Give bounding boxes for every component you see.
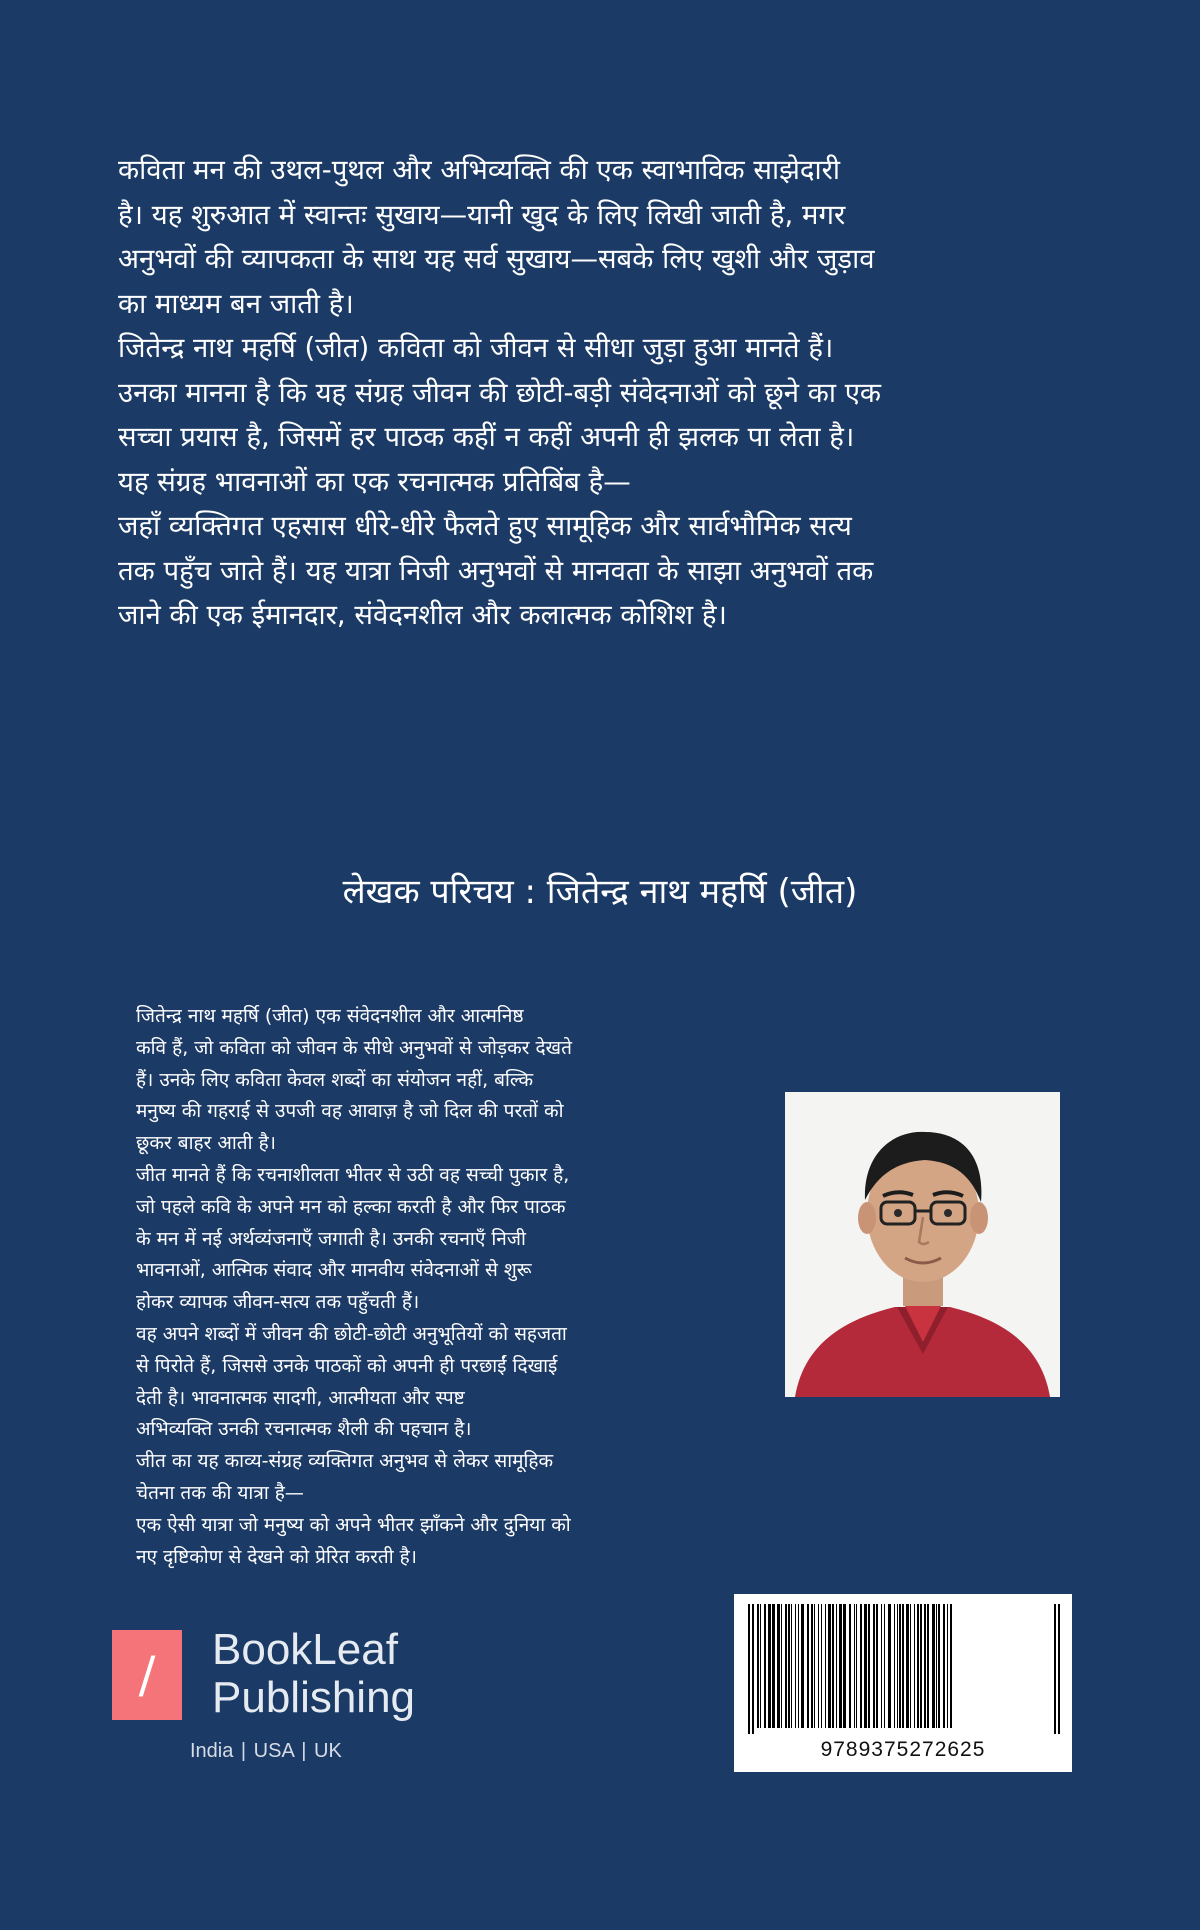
- barcode-bar: [828, 1604, 831, 1728]
- bio-line: जीत का यह काव्य-संग्रह व्यक्तिगत अनुभव से लेकर सामूहिक: [136, 1450, 554, 1473]
- barcode-bar: [814, 1604, 815, 1728]
- bio-line: वह अपने शब्दों में जीवन की छोटी-छोटी अनुभूतियों को सहजता: [136, 1322, 567, 1345]
- blurb-line: सच्चा प्रयास है, जिसमें हर पाठक कहीं न कहीं अपनी ही झलक पा लेता है।: [118, 421, 855, 453]
- barcode-bar: [881, 1604, 882, 1728]
- blurb-line: जाने की एक ईमानदार, संवेदनशील और कलात्मक कोशिश है।: [118, 599, 727, 631]
- back-cover-blurb: [118, 148, 1118, 638]
- author-bio: [136, 1001, 696, 1573]
- barcode-bar: [943, 1604, 945, 1728]
- publisher-name-line2: Publishing: [212, 1673, 416, 1722]
- barcode-bars: [734, 1594, 1072, 1734]
- barcode-bar: [818, 1604, 819, 1728]
- bio-line: होकर व्यापक जीवन-सत्य तक पहुँचती हैं।: [136, 1291, 420, 1314]
- barcode-bar: [839, 1604, 842, 1728]
- author-portrait-illustration: [785, 1092, 1060, 1397]
- author-intro-heading: लेखक परिचय : जितेन्द्र नाथ महर्षि (जीत): [342, 872, 858, 912]
- author-photo: [785, 1092, 1060, 1397]
- barcode-bar: [843, 1604, 846, 1728]
- barcode-bar: [894, 1604, 895, 1728]
- bio-line: कवि हैं, जो कविता को जीवन के सीधे अनुभवों से जोड़कर देखते: [136, 1036, 572, 1059]
- barcode-bar: [876, 1604, 878, 1728]
- barcode-bar: [791, 1604, 792, 1728]
- barcode-bar: [860, 1604, 862, 1728]
- barcode-bar: [1054, 1604, 1056, 1734]
- barcode-bar: [807, 1604, 809, 1728]
- blurb-line: जहाँ व्यक्तिगत एहसास धीरे-धीरे फैलते हुए सामूहिक और सार्वभौमिक सत्य: [118, 510, 852, 542]
- bio-line: जीत मानते हैं कि रचनाशीलता भीतर से उठी वह सच्ची पुकार है,: [136, 1163, 570, 1186]
- barcode-bar: [873, 1604, 875, 1728]
- barcode-bar: [932, 1604, 935, 1728]
- bio-line: नए दृष्टिकोण से देखने को प्रेरित करती है।: [136, 1545, 417, 1568]
- slash-logo-icon: /: [112, 1630, 182, 1720]
- publisher-name-line1: BookLeaf: [212, 1625, 398, 1674]
- barcode-bar: [748, 1604, 750, 1734]
- isbn-barcode: [734, 1594, 1072, 1772]
- barcode-bar: [788, 1604, 790, 1728]
- bio-line: के मन में नई अर्थव्यंजनाएँ जगाती है। उनकी रचनाएँ निजी: [136, 1227, 526, 1250]
- barcode-bar: [927, 1604, 929, 1728]
- blurb-line: का माध्यम बन जाती है।: [118, 287, 354, 320]
- bio-line: चेतना तक की यात्रा है—: [136, 1481, 304, 1504]
- barcode-bar: [781, 1604, 782, 1728]
- bio-line: हैं। उनके लिए कविता केवल शब्दों का संयोजन नहीं, बल्कि: [136, 1068, 534, 1091]
- barcode-bar: [936, 1604, 937, 1728]
- barcode-bar: [924, 1604, 926, 1728]
- barcode-bar: [772, 1604, 775, 1728]
- barcode-bar: [785, 1604, 787, 1728]
- barcode-bar: [938, 1604, 940, 1728]
- barcode-bar: [856, 1604, 857, 1728]
- barcode-bar: [760, 1604, 761, 1728]
- blurb-line: है। यह शुरुआत में स्वान्तः सुखाय—यानी खुद के लिए लिखी जाती है, मगर: [118, 198, 846, 231]
- publisher-regions: India | USA | UK: [190, 1740, 342, 1762]
- bio-line: छूकर बाहर आती है।: [136, 1132, 276, 1155]
- barcode-bar: [906, 1604, 909, 1728]
- barcode-bar: [832, 1604, 834, 1728]
- barcode-bar: [1058, 1604, 1060, 1734]
- barcode-bar: [854, 1604, 855, 1728]
- barcode-bar: [764, 1604, 766, 1728]
- barcode-bar: [914, 1604, 915, 1728]
- bio-line: मनुष्य की गहराई से उपजी वह आवाज़ है जो दिल की परतों को: [136, 1100, 564, 1123]
- barcode-bar: [801, 1604, 804, 1728]
- barcode-bar: [795, 1604, 796, 1728]
- blurb-line: जितेन्द्र नाथ महर्षि (जीत) कविता को जीवन से सीधा जुड़ा हुआ मानते हैं।: [118, 332, 834, 364]
- barcode-bar: [798, 1604, 799, 1728]
- blurb-line: कविता मन की उथल-पुथल और अभिव्यक्ति की एक स्वाभाविक साझेदारी: [118, 154, 841, 186]
- bio-line: जितेन्द्र नाथ महर्षि (जीत) एक संवेदनशील और आत्मनिष्ठ: [136, 1005, 524, 1027]
- barcode-bar: [864, 1604, 867, 1728]
- barcode-bar: [902, 1604, 904, 1728]
- barcode-bar: [950, 1604, 952, 1728]
- bio-line: अभिव्यक्ति उनकी रचनात्मक शैली की पहचान है।: [136, 1418, 472, 1441]
- barcode-bar: [888, 1604, 891, 1728]
- barcode-bar: [947, 1604, 948, 1728]
- bio-line: देती है। भावनात्मक सादगी, आत्मीयता और स्पष्ट: [136, 1386, 465, 1409]
- blurb-line: यह संग्रह भावनाओं का एक रचनात्मक प्रतिबिंब है—: [118, 465, 631, 498]
- barcode-bar: [836, 1604, 837, 1728]
- barcode-bar: [825, 1604, 826, 1728]
- blurb-line: अनुभवों की व्यापकता के साथ यह सर्व सुखाय—सबके लिए खुशी और जुड़ाव: [118, 243, 875, 275]
- blurb-line: उनका मानना है कि यह संग्रह जीवन की छोटी-बड़ी संवेदनाओं को छूने का एक: [118, 376, 882, 409]
- barcode-bar: [821, 1604, 822, 1728]
- bio-line: जो पहले कवि के अपने मन को हल्का करती है और फिर पाठक: [136, 1195, 566, 1218]
- barcode-bar: [868, 1604, 870, 1728]
- barcode-bar: [920, 1604, 922, 1728]
- bio-line: से पिरोते हैं, जिससे उनके पाठकों को अपनी ही परछाईं दिखाई: [136, 1354, 558, 1377]
- barcode-bar: [910, 1604, 911, 1728]
- blurb-line: तक पहुँच जाते हैं। यह यात्रा निजी अनुभवों से मानवता के साझा अनुभवों तक: [118, 554, 874, 587]
- publisher-logo: [112, 1625, 472, 1770]
- barcode-bar: [897, 1604, 898, 1728]
- barcode-bar: [768, 1604, 771, 1728]
- bio-line: एक ऐसी यात्रा जो मनुष्य को अपने भीतर झाँकने और दुनिया को: [136, 1513, 571, 1536]
- barcode-bar: [777, 1604, 780, 1728]
- isbn-number: 9789375272625: [820, 1738, 986, 1761]
- barcode-bar: [757, 1604, 759, 1728]
- barcode-bar: [884, 1604, 885, 1728]
- barcode-bar: [849, 1604, 851, 1728]
- barcode-bar: [811, 1604, 813, 1728]
- bio-line: भावनाओं, आत्मिक संवाद और मानवीय संवेदनाओं से शुरू: [136, 1259, 532, 1282]
- barcode-bar: [752, 1604, 754, 1734]
- barcode-bar: [899, 1604, 901, 1728]
- barcode-bar: [917, 1604, 919, 1728]
